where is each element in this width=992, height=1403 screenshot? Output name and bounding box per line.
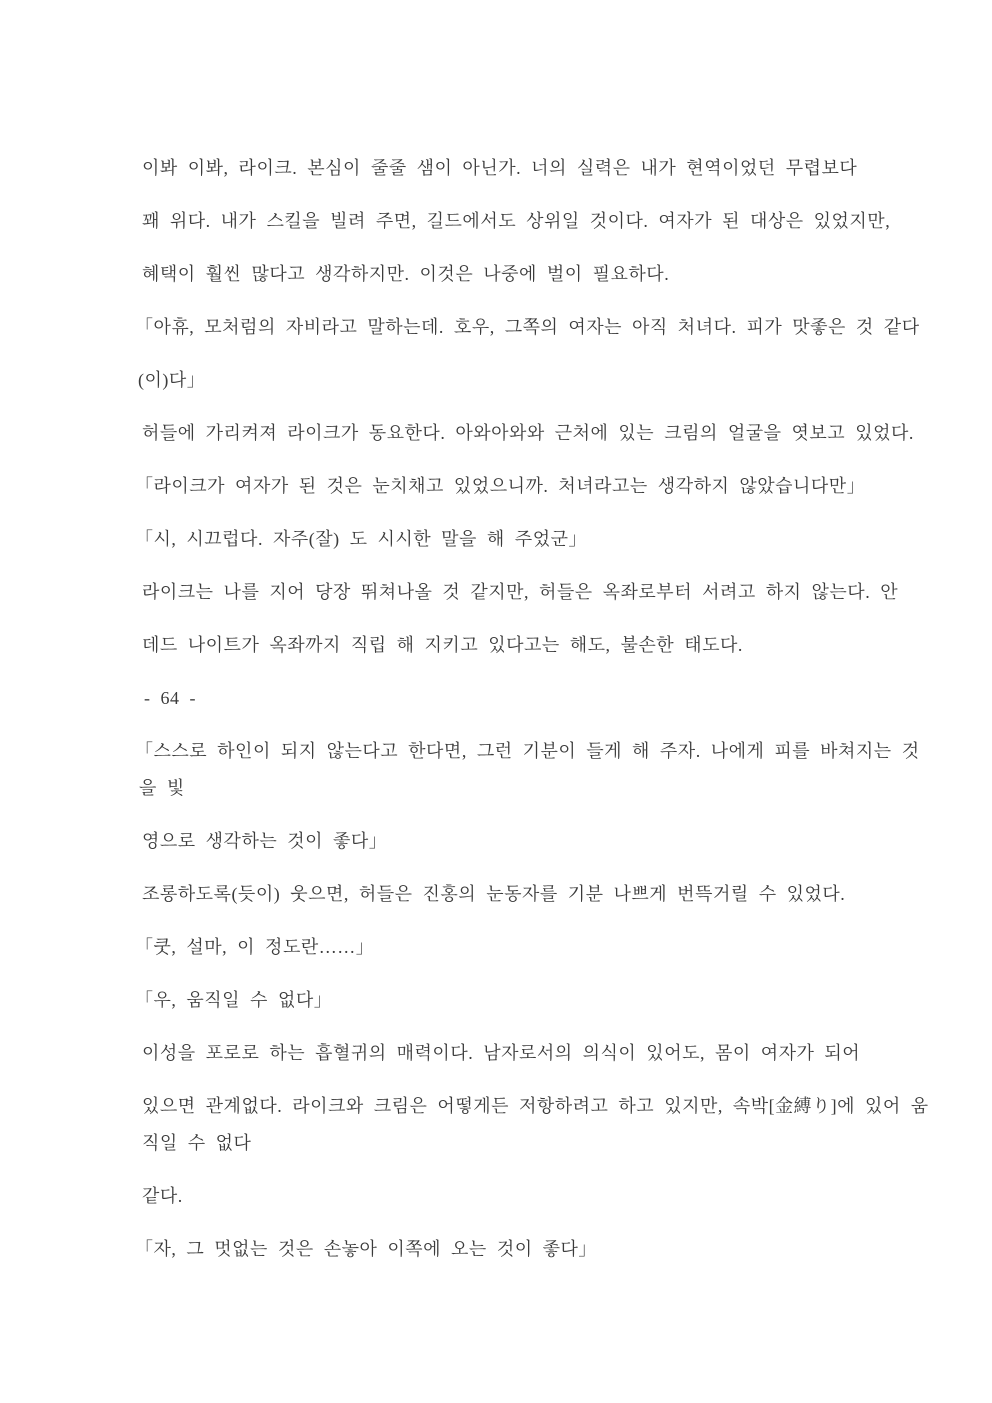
paragraph — [135, 823, 895, 860]
text-line: 혜택이 훨씬 많다고 생각하지만. 이것은 나중에 벌이 필요하다. — [142, 264, 670, 284]
paragraph — [135, 1178, 895, 1215]
paragraph — [135, 627, 895, 664]
text-line: 직일 수 없다 — [142, 1133, 252, 1153]
text-line: 조롱하도록(듯이) 웃으면, 허들은 진홍의 눈동자를 기분 나쁘게 번뜩거릴 수 있었다. — [142, 884, 846, 904]
text-line: 같다. — [142, 1186, 183, 1206]
paragraph — [135, 876, 895, 913]
text-line: 「시, 시끄럽다. 자주(잘) 도 시시한 말을 해 주었군」 — [135, 529, 587, 549]
text-line: 「스스로 하인이 되지 않는다고 한다면, 그런 기분이 들게 해 주자. 나에게 피를 바쳐지는 것 — [135, 741, 920, 761]
text-line: 「라이크가 여자가 된 것은 눈치채고 있었으니까. 처녀라고는 생각하지 않았습니다만」 — [135, 476, 866, 496]
paragraph — [135, 362, 895, 399]
paragraph — [135, 1088, 929, 1162]
page-number — [135, 680, 895, 717]
paragraph — [135, 929, 895, 966]
paragraph — [135, 521, 895, 558]
text-line: 「아휴, 모처럼의 자비라고 말하는데. 호우, 그쪽의 여자는 아직 처녀다. 피가 맛좋은 것 같다 — [135, 317, 920, 337]
text-line: - 64 - — [144, 688, 196, 708]
paragraph — [135, 309, 920, 346]
text-line: 라이크는 나를 지어 당장 뛰쳐나올 것 같지만, 허들은 옥좌로부터 서려고 하지 않는다. 안 — [142, 582, 899, 602]
paragraph — [135, 150, 895, 187]
text-line: 이봐 이봐, 라이크. 본심이 줄줄 샘이 아닌가. 너의 실력은 내가 현역이었던 무렵보다 — [142, 158, 858, 178]
paragraph — [135, 982, 895, 1019]
text-line: 꽤 위다. 내가 스킬을 빌려 주면, 길드에서도 상위일 것이다. 여자가 된 대상은 있었지만, — [142, 211, 891, 231]
paragraph — [135, 1231, 895, 1268]
text-content — [135, 150, 929, 1284]
paragraph — [135, 256, 895, 293]
paragraph — [135, 203, 895, 240]
text-line: 「자, 그 멋없는 것은 손놓아 이쪽에 오는 것이 좋다」 — [135, 1239, 597, 1259]
text-line: 「우, 움직일 수 없다」 — [135, 990, 333, 1010]
text-line: 있으면 관계없다. 라이크와 크림은 어떻게든 저항하려고 하고 있지만, 속박[金縛り]에 있어 움 — [142, 1096, 929, 1116]
paragraph — [135, 468, 895, 505]
text-line: 이성을 포로로 하는 흡혈귀의 매력이다. 남자로서의 의식이 있어도, 몸이 여자가 되어 — [142, 1043, 861, 1063]
paragraph — [135, 415, 914, 452]
paragraph — [135, 1035, 895, 1072]
text-line: 허들에 가리켜져 라이크가 동요한다. 아와아와와 근처에 있는 크림의 얼굴을 엿보고 있었다. — [142, 423, 914, 443]
text-line: 데드 나이트가 옥좌까지 직립 해 지키고 있다고는 해도, 불손한 태도다. — [142, 635, 743, 655]
paragraph — [135, 733, 920, 807]
paragraph — [135, 574, 899, 611]
text-line: (이)다」 — [138, 370, 206, 390]
text-line: 영으로 생각하는 것이 좋다」 — [142, 831, 388, 851]
text-line: 「쿳, 설마, 이 정도란……」 — [135, 937, 375, 957]
text-line: 을 빛 — [139, 778, 185, 798]
